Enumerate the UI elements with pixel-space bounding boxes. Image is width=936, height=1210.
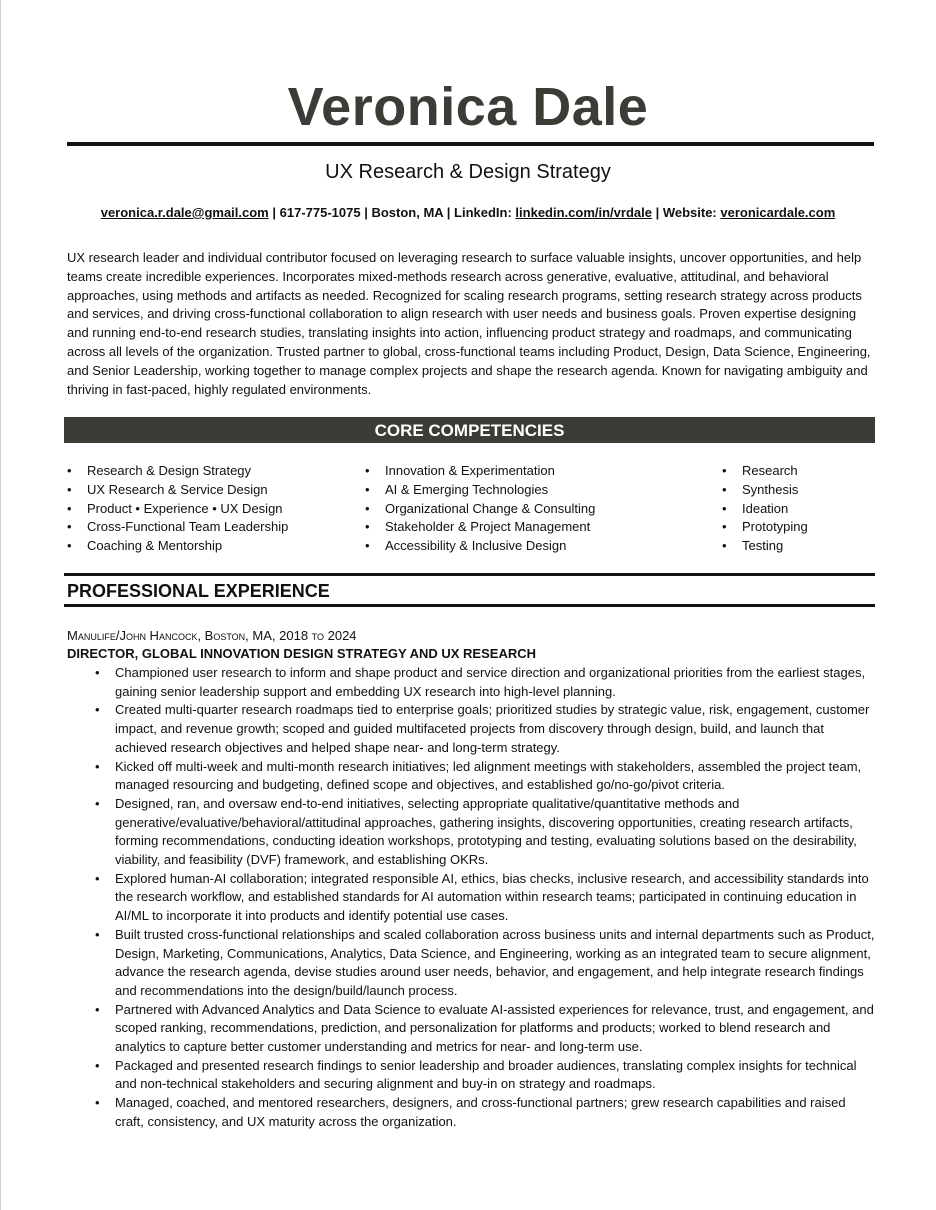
job-bullet: • Created multi-quarter research roadmaps tied to enterprise goals; prioritized studies by strategic value, risk, engagement, customer impact, and revenue growth; scoped and guided multifaceted projects from discovery through design, build, and launch that achieved research objectives and helped shape near- and long-term strategy. [95, 701, 875, 757]
competency-item: • Synthesis [722, 481, 808, 500]
phone-location: 617-775-1075 | Boston, MA | LinkedIn: [279, 205, 516, 220]
competency-item: • Cross-Functional Team Leadership [67, 518, 288, 537]
competency-item: • Innovation & Experimentation [365, 462, 595, 481]
competency-item: • Prototyping [722, 518, 808, 537]
job-bullet: • Packaged and presented research findings to senior leadership and broader audiences, translating complex insights for technical and non-technical stakeholders and securing alignment and buy-in on strategy and roadmaps. [95, 1057, 875, 1094]
competency-item: • Research & Design Strategy [67, 462, 288, 481]
competency-item: • Testing [722, 537, 808, 556]
competency-item: • Accessibility & Inclusive Design [365, 537, 595, 556]
job-bullets [95, 664, 875, 1132]
website-link[interactable]: veronicardale.com [720, 205, 836, 220]
summary-paragraph: UX research leader and individual contributor focused on leveraging research to surface valuable insights, uncover opportunities, and help teams create incredible experiences. Incorporates mixed-methods research across generative, evaluative, attitudinal, and behavioral approaches, using methods and artifacts as needed. Recognized for scaling research programs, setting research strategy across products and services, and driving cross-functional collaboration to align research with user needs and business goals. Proven expertise designing and running end-to-end research studies, translating insights into action, influencing product strategy and roadmaps, and communicating across all levels of the organization. Trusted partner to global, cross-functional teams including Product, Design, Data Science, Engineering, and Senior Leadership, working together to manage complex projects and shape the research agenda. Known for navigating ambiguity and thriving in fast-paced, highly regulated environments. [67, 250, 871, 397]
competency-item: • Coaching & Mentorship [67, 537, 288, 556]
job-bullet: • Kicked off multi-week and multi-month research initiatives; led alignment meetings with stakeholders, assembled the project team, managed resourcing and budgeting, defined scope and objectives, and established go/no-go/pivot criteria. [95, 758, 875, 795]
email-link[interactable]: veronica.r.dale@gmail.com [100, 205, 269, 220]
competency-item: • AI & Emerging Technologies [365, 481, 595, 500]
competency-item: • Ideation [722, 500, 808, 519]
website-label: | Website: [651, 205, 721, 220]
job-company-line: Manulife/John Hancock, Boston, MA, 2018 to 2024 [67, 628, 357, 643]
contact-separator: | [268, 205, 280, 220]
experience-heading: PROFESSIONAL EXPERIENCE [67, 581, 330, 601]
candidate-name: Veronica Dale [287, 77, 649, 137]
job-bullet: • Explored human-AI collaboration; integrated responsible AI, ethics, bias checks, inclusive research, and accessibility standards into the research workflow, and established standards for AI automation within research teams; participated in continuing education in AI/ML to incorporate it into products and identify potential use cases. [95, 870, 875, 926]
contact-line [0, 204, 936, 222]
job-title: DIRECTOR, GLOBAL INNOVATION DESIGN STRATEGY AND UX RESEARCH [67, 646, 536, 661]
competencies-column-3 [722, 462, 808, 556]
competency-item: • UX Research & Service Design [67, 481, 288, 500]
linkedin-link[interactable]: linkedin.com/in/vrdale [515, 205, 652, 220]
header-rule [67, 142, 874, 146]
job-bullet: • Built trusted cross-functional relationships and scaled collaboration across business units and internal departments such as Product, Design, Marketing, Communications, Analytics, Data Science, and Engineering, working as an integrated team to secure alignment, advance the research agenda, devise studies around user needs, behavior, and engagement, and help integrate research findings and recommendations into the design/build/launch process. [95, 926, 875, 1001]
headline-subtitle: UX Research & Design Strategy [325, 161, 611, 183]
core-competencies-heading: CORE COMPETENCIES [64, 417, 875, 443]
job-bullet: • Partnered with Advanced Analytics and Data Science to evaluate AI-assisted experiences for relevance, trust, and engagement, and scoped ranking, recommendations, prediction, and personalization for platforms and products; worked to blend research and analytics to capture better customer understanding and metrics for near- and long-term use. [95, 1001, 875, 1057]
competency-item: • Product • Experience • UX Design [67, 500, 288, 519]
job-bullet: • Designed, ran, and oversaw end-to-end initiatives, selecting appropriate qualitative/quantitative methods and generative/evaluative/behavioral/attitudinal approaches, gathering insights, discovering opportunities, creating research artifacts, forming recommendations, conducting ideation workshops, prototyping and testing, evaluating solutions based on the desirability, viability, and feasibility (DVF) framework, and establishing OKRs. [95, 795, 875, 870]
experience-bottom-rule [64, 604, 875, 607]
competencies-column-1 [67, 462, 288, 556]
job-bullet: • Championed user research to inform and shape product and service direction and organizational priorities from the earliest stages, gaining senior leadership support and embedding UX research into high-level planning. [95, 664, 875, 701]
competency-item: • Stakeholder & Project Management [365, 518, 595, 537]
job-bullet: • Managed, coached, and mentored researchers, designers, and cross-functional partners; grew research capabilities and raised craft, consistency, and UX maturity across the organization. [95, 1094, 875, 1131]
competency-item: • Organizational Change & Consulting [365, 500, 595, 519]
experience-top-rule [64, 573, 875, 576]
competencies-column-2 [365, 462, 595, 556]
competency-item: • Research [722, 462, 808, 481]
